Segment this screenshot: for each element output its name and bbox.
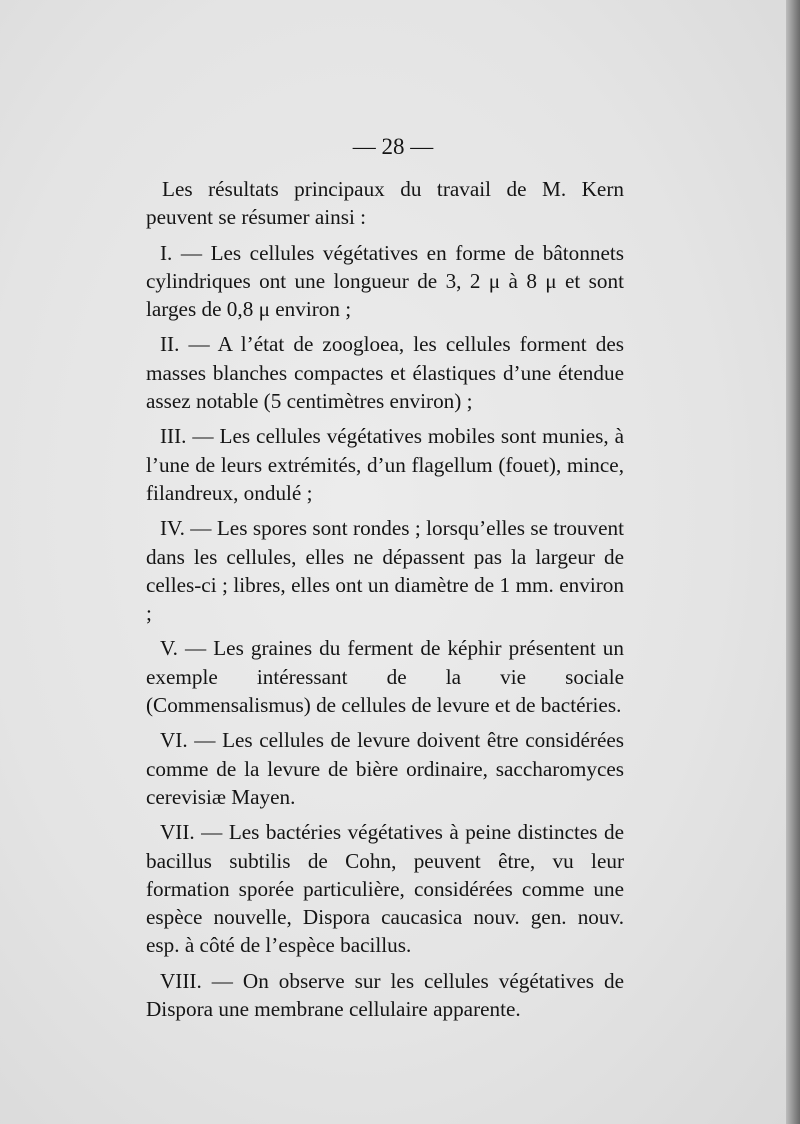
item-numeral: V. — — [160, 636, 207, 661]
item-text: A l’état de zoogloea, les cellules forment des masses blanches compactes et élastiques d’une étendue assez notable (5 centimètres environ) ; — [146, 332, 624, 414]
item-numeral: VIII. — — [160, 968, 233, 993]
item-numeral: VII. — — [160, 820, 223, 845]
item-paragraph — [146, 239, 624, 324]
item-paragraph — [146, 634, 624, 719]
body-text — [146, 175, 624, 1030]
page-edge-shadow — [786, 0, 800, 1124]
item-text: Les graines du ferment de képhir présentent un exemple intéressant de la vie sociale (Commensalismus) de cellules de levure et de bactéries. — [146, 636, 624, 718]
item-text: Les cellules végétatives mobiles sont munies, à l’une de leurs extrémités, d’un flagellum (fouet), mince, filandreux, ondulé ; — [146, 424, 625, 505]
item-text: Les spores sont rondes ; lorsqu’elles se trouvent dans les cellules, elles ne dépassent pas la largeur de celles-ci ; libres, elles ont un diamètre de 1 mm. environ ; — [146, 516, 625, 626]
item-text: Les bactéries végétatives à peine distinctes de bacillus subtilis de Cohn, peuvent être, vu leur formation sporée particulière, considérées comme une espèce nouvelle, Dispora caucasica nouv. gen. nouv. esp. à côté de l’espèce bacillus. — [146, 820, 625, 958]
item-text: Les cellules de levure doivent être considérées comme de la levure de bière ordinaire, saccharomyces cerevisiæ Mayen. — [146, 728, 625, 809]
item-paragraph — [146, 818, 624, 959]
intro-paragraph: Les résultats principaux du travail de M. Kern peuvent se résumer ainsi : — [146, 177, 624, 230]
item-paragraph — [146, 726, 624, 811]
item-numeral: IV. — — [160, 516, 212, 541]
item-text: On observe sur les cellules végétatives de Dispora une membrane cellulaire apparente. — [146, 968, 625, 1022]
item-paragraph — [146, 330, 624, 415]
item-paragraph — [146, 514, 624, 627]
page-number: — 28 — — [352, 134, 434, 159]
item-numeral: VI. — — [160, 728, 216, 753]
item-paragraph — [146, 967, 624, 1024]
item-numeral: II. — — [160, 332, 210, 357]
item-paragraph — [146, 422, 624, 507]
item-numeral: III. — — [160, 424, 214, 449]
item-text: Les cellules végétatives en forme de bâtonnets cylindriques ont une longueur de 3, 2 μ à 8 μ et sont larges de 0,8 μ environ ; — [146, 240, 624, 322]
item-numeral: I. — — [160, 240, 203, 265]
